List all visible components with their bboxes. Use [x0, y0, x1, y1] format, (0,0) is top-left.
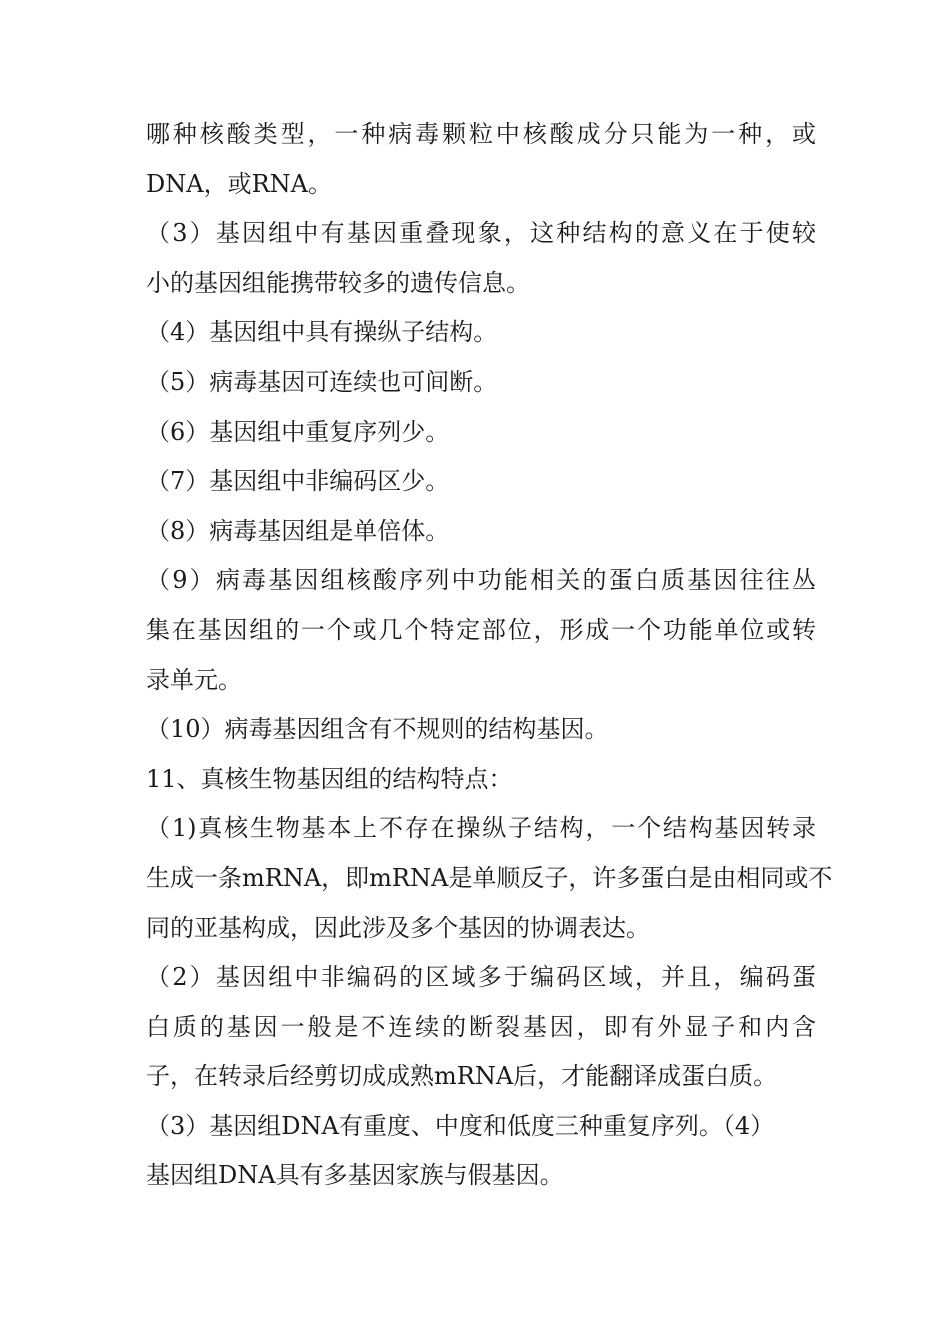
section-heading: 11、真核生物基因组的结构特点： [146, 764, 513, 793]
text-line: （1)真核生物基本上不存在操纵子结构，一个结构基因转录 [146, 814, 816, 843]
text-line: （9）病毒基因组核酸序列中功能相关的蛋白质基因往往丛 [146, 566, 816, 595]
document-body [146, 110, 833, 1201]
text-line: （4）基因组中具有操纵子结构。 [146, 318, 498, 347]
text-line: 集在基因组的一个或几个特定部位，形成一个功能单位或转 [146, 615, 816, 644]
text-line: 同的亚基构成，因此涉及多个基因的协调表达。 [146, 913, 650, 942]
text-line: DNA，或RNA。 [146, 169, 332, 198]
text-line: 生成一条mRNA，即mRNA是单顺反子，许多蛋白是由相同或不 [146, 863, 833, 892]
text-line: 哪种核酸类型，一种病毒颗粒中核酸成分只能为一种，或 [146, 120, 816, 148]
text-line: （7）基因组中非编码区少。 [146, 467, 450, 496]
text-line: （3）基因组DNA有重度、中度和低度三种重复序列。（4） [146, 1111, 775, 1140]
text-line: （6）基因组中重复序列少。 [146, 417, 450, 446]
text-line: （3）基因组中有基因重叠现象，这种结构的意义在于使较 [146, 219, 816, 248]
text-line: （8）病毒基因组是单倍体。 [146, 516, 450, 545]
text-line: （5）病毒基因可连续也可间断。 [146, 367, 498, 396]
text-line: （10）病毒基因组含有不规则的结构基因。 [146, 715, 609, 744]
text-line: 基因组DNA具有多基因家族与假基因。 [146, 1161, 564, 1190]
text-line: 小的基因组能携带较多的遗传信息。 [146, 268, 530, 297]
text-line: 子，在转录后经剪切成成熟mRNA后，才能翻译成蛋白质。 [146, 1062, 778, 1091]
text-line: 白质的基因一般是不连续的断裂基因，即有外显子和内含 [146, 1012, 816, 1041]
text-line: 录单元。 [146, 665, 242, 694]
text-line: （2）基因组中非编码的区域多于编码区域，并且，编码蛋 [146, 963, 816, 992]
